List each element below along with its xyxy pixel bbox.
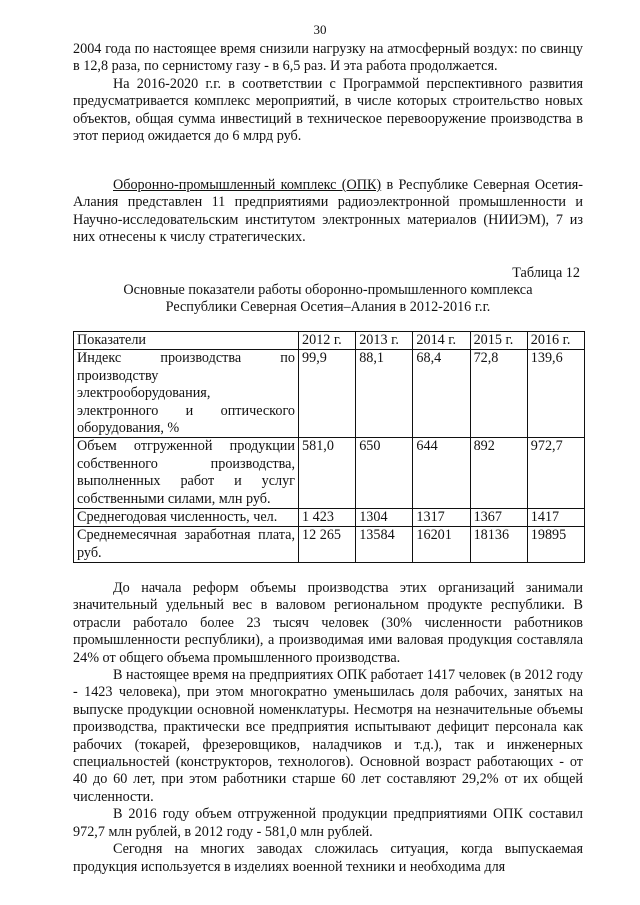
table-row bbox=[74, 527, 585, 563]
table-caption-line-2: Республики Северная Осетия–Алания в 2012-2016 г.г. bbox=[165, 299, 491, 316]
paragraph-military-products: Сегодня на многих заводах сложилась ситуация, когда выпускаемая продукция используется в изделиях военной техники и необходима для bbox=[73, 841, 583, 875]
header-cell: 2014 г. bbox=[413, 332, 470, 350]
table-cell: 972,7 bbox=[527, 438, 584, 509]
table-cell: 12 265 bbox=[299, 527, 356, 563]
table-cell: 1317 bbox=[413, 509, 470, 527]
paragraph-pre-reform: До начала реформ объемы производства этих организаций занимали значительный удельный вес в валовом региональном продукте республики. В отрасли работало более 23 тысяч человек (30% численности работников промышленности республики), а производимая ими валовая продукция составляла 24% от общего объема промышленного производства. bbox=[73, 580, 583, 666]
header-cell: 2012 г. bbox=[299, 332, 356, 350]
table-cell: 892 bbox=[470, 438, 527, 509]
table-caption bbox=[73, 282, 583, 317]
header-cell: Показатели bbox=[74, 332, 299, 350]
header-cell: 2013 г. bbox=[356, 332, 413, 350]
paragraph-development-program: На 2016-2020 г.г. в соответствии с Программой перспективного развития предусматривается комплекс мероприятий, в числе которых строительство новых объектов, общая сумма инвестиций в техническое перевооружение производства в этот период ожидается до 6 млрд руб. bbox=[73, 75, 583, 145]
opk-heading-underlined: Оборонно-промышленный комплекс (ОПК) bbox=[113, 177, 382, 193]
text-block-bottom bbox=[73, 580, 583, 876]
table-cell: 68,4 bbox=[413, 350, 470, 438]
opk-intro-text: в Республике Северная Осетия-Алания представлен 11 предприятиями радиоэлектронной промышленности и Научно-исследовательским институтом электронных материалов (НИИЭМ), 7 из них отнесены к числу стратегических. bbox=[73, 177, 583, 246]
paragraph-opk-intro bbox=[73, 177, 583, 247]
table-cell: 88,1 bbox=[356, 350, 413, 438]
table-cell: 72,8 bbox=[470, 350, 527, 438]
table-header-row bbox=[74, 332, 585, 350]
page-number: 30 bbox=[313, 22, 327, 37]
table-cell: 139,6 bbox=[527, 350, 584, 438]
table-cell: Среднемесячная заработная плата, руб. bbox=[74, 527, 299, 563]
paragraph-shipped-volume: В 2016 году объем отгруженной продукции предприятиями ОПК составил 972,7 млн рублей, в 2012 году - 581,0 млн рублей. bbox=[73, 806, 583, 840]
table-label: Таблица 12 bbox=[512, 265, 580, 281]
table-cell: 581,0 bbox=[299, 438, 356, 509]
table-cell: Индекс производства по производству электрооборудования, электронного и оптического оборудования, % bbox=[74, 350, 299, 438]
table-cell: 1417 bbox=[527, 509, 584, 527]
paragraph-atmosphere-reduction: 2004 года по настоящее время снизили нагрузку на атмосферный воздух: по свинцу в 12,8 раза, по сернистому газу - в 6,5 раз. И эта работа продолжается. bbox=[73, 41, 583, 75]
table-cell: 19895 bbox=[527, 527, 584, 563]
table-cell: 650 bbox=[356, 438, 413, 509]
table-cell: 1304 bbox=[356, 509, 413, 527]
table-cell: 18136 bbox=[470, 527, 527, 563]
table-cell: 644 bbox=[413, 438, 470, 509]
table-cell: 1 423 bbox=[299, 509, 356, 527]
header-cell: 2015 г. bbox=[470, 332, 527, 350]
header-cell: 2016 г. bbox=[527, 332, 584, 350]
table-cell: Объем отгруженной продукции собственного производства, выполненных работ и услуг собственными силами, млн руб. bbox=[74, 438, 299, 509]
table-cell: 13584 bbox=[356, 527, 413, 563]
table-row bbox=[74, 509, 585, 527]
table-cell: Среднегодовая численность, чел. bbox=[74, 509, 299, 527]
opk-indicators-table bbox=[73, 331, 585, 563]
table-row bbox=[74, 438, 585, 509]
table-cell: 1367 bbox=[470, 509, 527, 527]
table-caption-line-1: Основные показатели работы оборонно-промышленного комплекса bbox=[123, 282, 533, 298]
text-block-top bbox=[73, 41, 583, 145]
paragraph-current-staff: В настоящее время на предприятиях ОПК работает 1417 человек (в 2012 году - 1423 человека), при этом многократно уменьшилась доля рабочих, занятых на выпуске продукции основной номенклатуры. Несмотря на незначительные объемы производства, практически все предприятия испытывают дефицит персонала как рабочих (токарей, фрезеровщиков, наладчиков и т.д.), так и инженерных специальностей (конструкторов, технологов). Основной возраст работающих - от 40 до 60 лет, при этом работники старше 60 лет составляют 29,2% от их общей численности. bbox=[73, 667, 583, 805]
table-row bbox=[74, 350, 585, 438]
table-cell: 99,9 bbox=[299, 350, 356, 438]
table-cell: 16201 bbox=[413, 527, 470, 563]
